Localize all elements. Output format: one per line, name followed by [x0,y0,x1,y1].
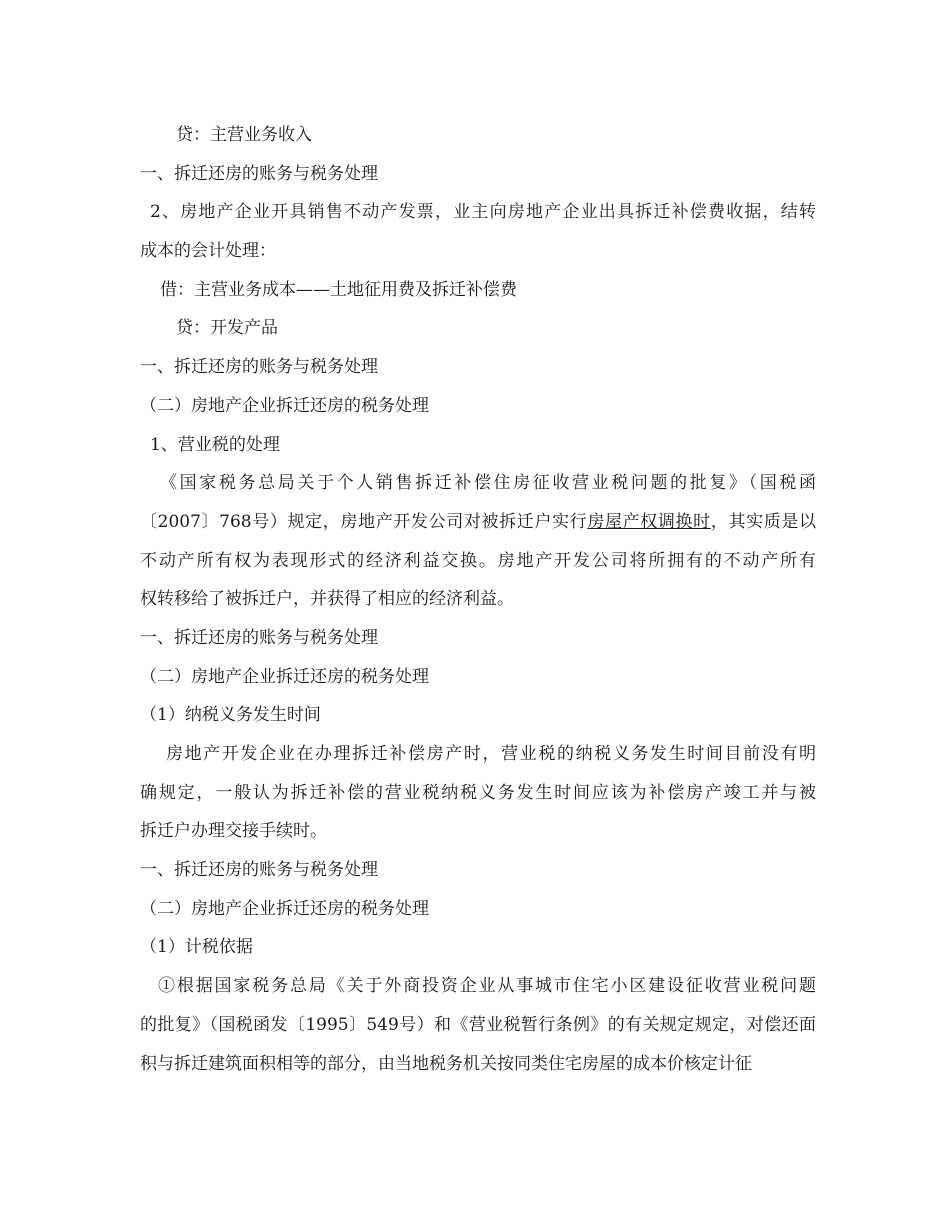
paragraph-line: 积与拆迁建筑面积相等的部分，由当地税务机关按同类住宅房屋的成本价核定计征 [140,1053,752,1074]
paragraph-line: 成本的会计处理： [140,241,276,262]
paragraph-line: 的批复》（国税函发〔1995〕549号）和《营业税暂行条例》的有关规定规定，对偿还面 [140,1014,816,1035]
text-run: ，其实质是以 [710,511,816,532]
underlined-term: 房屋产权调换时 [587,511,711,532]
document-page [140,116,816,1083]
section-heading: 一、拆迁还房的账务与税务处理 [140,357,378,378]
paragraph-line: 拆迁户办理交接手续时。 [140,821,327,842]
section-heading: 一、拆迁还房的账务与税务处理 [140,627,378,648]
paragraph-line [140,503,816,542]
section-heading: 一、拆迁还房的账务与税务处理 [140,163,378,184]
paragraph-line: 房地产开发企业在办理拆迁补偿房产时，营业税的纳税义务发生时间目前没有明 [166,744,816,764]
debit-entry-cost: 借：主营业务成本——土地征用费及拆迁补偿费 [160,279,517,300]
subsection-heading: （二）房地产企业拆迁还房的税务处理 [140,666,429,687]
text-run: 〔2007〕768号）规定，房地产开发公司对被拆迁户实行 [140,511,588,532]
subsection-heading: （二）房地产企业拆迁还房的税务处理 [140,395,429,416]
paragraph-line: 确规定，一般认为拆迁补偿的营业税纳税义务发生时间应该为补偿房产竣工并与被 [140,782,816,803]
paragraph-invoice [140,193,816,270]
paragraph-business-tax [140,464,816,619]
paragraph-line: 不动产所有权为表现形式的经济利益交换。房地产开发公司将所拥有的不动产所有 [140,550,816,571]
paragraph-line: ①根据国家税务总局《关于外商投资企业从事城市住宅小区建设征收营业税问题 [158,976,816,997]
section-heading: 一、拆迁还房的账务与税务处理 [140,860,378,881]
paragraph-line: 权转移给了被拆迁户，并获得了相应的经济利益。 [140,589,514,610]
paragraph-obligation-time [140,735,816,851]
paragraph-line: 《国家税务总局关于个人销售拆迁补偿住房征收营业税问题的批复》（国税函 [160,473,816,494]
item-heading: 1、营业税的处理 [150,434,280,455]
credit-entry-product: 贷：开发产品 [176,318,278,339]
subsection-heading: （二）房地产企业拆迁还房的税务处理 [140,898,429,919]
item-heading: （1）纳税义务发生时间 [140,705,321,726]
paragraph-line: 2、房地产企业开具销售不动产发票，业主向房地产企业出具拆迁补偿费收据，结转 [150,202,816,223]
item-heading: （1）计税依据 [140,937,253,958]
credit-entry-revenue: 贷：主营业务收入 [176,125,312,145]
paragraph-tax-basis [140,967,816,1083]
